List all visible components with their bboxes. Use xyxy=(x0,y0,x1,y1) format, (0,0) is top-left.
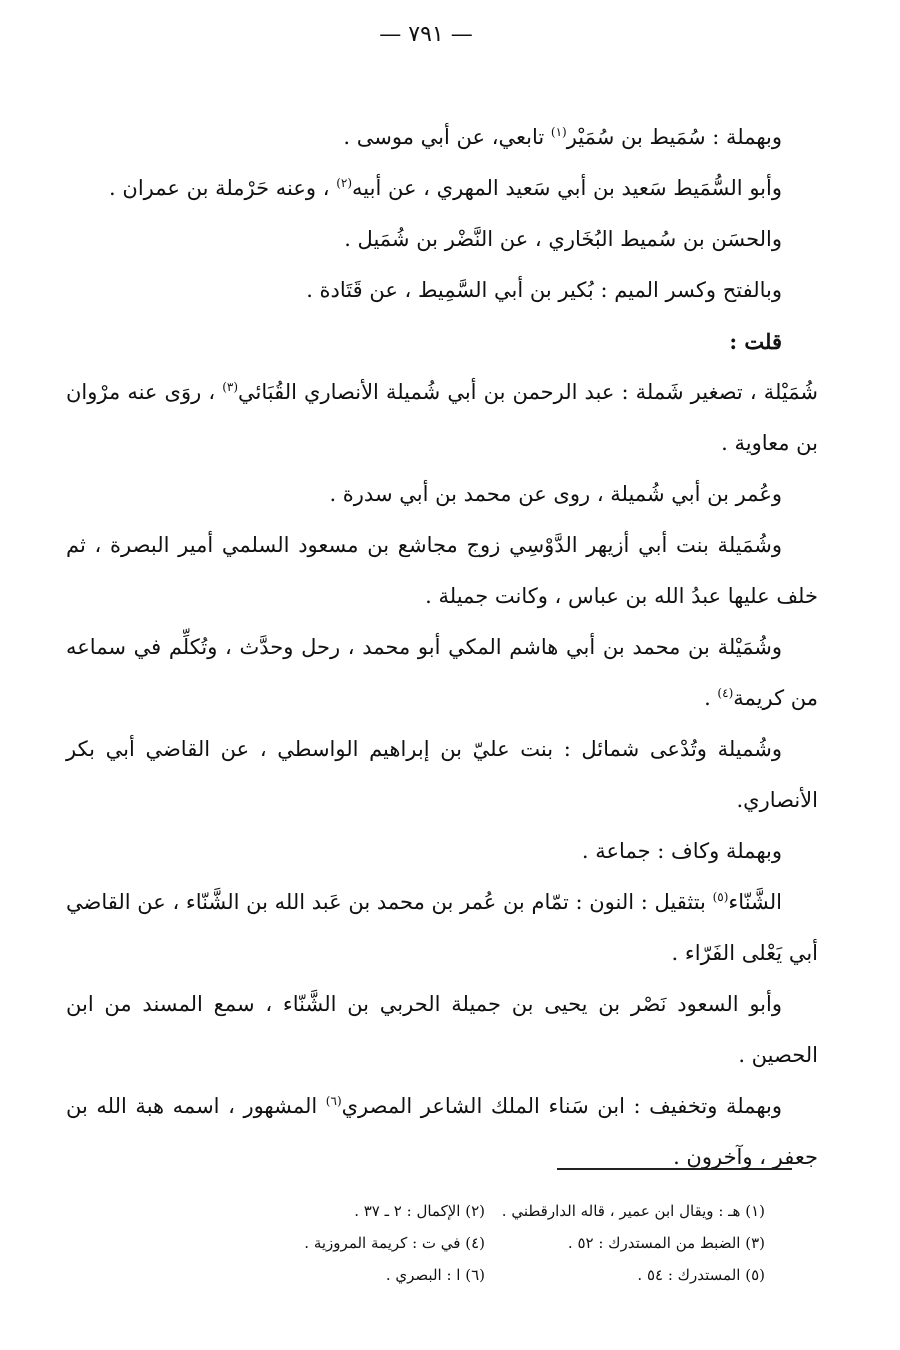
paragraph-text: وبالفتح وكسر الميم : بُكير بن أبي السَّمِيط ، عن قَتَادة . xyxy=(306,278,782,302)
paragraph-text: وأبو السعود نَصْر بن يحيى بن جميلة الحربي بن الشَّنّاء ، سمع المسند من ابن الحصين . xyxy=(66,992,818,1067)
footnote: (٢) الإكمال : ٢ ـ ٣٧ . xyxy=(354,1202,485,1220)
footnotes xyxy=(265,1195,765,1291)
footnote: (٥) المستدرك : ٥٤ . xyxy=(637,1266,765,1284)
paragraph xyxy=(66,520,818,622)
page-number: — ٧٩١ — xyxy=(379,22,473,47)
paragraph xyxy=(66,265,818,316)
footnote-reference: (٤) xyxy=(717,686,734,700)
paragraph-text: وشُمَيْلة بن محمد بن أبي هاشم المكي أبو محمد ، رحل وحدَّث ، وتُكلِّم في سماعه من كريمة xyxy=(66,635,818,710)
footnote-separator xyxy=(557,1168,792,1170)
main-text xyxy=(66,112,818,1183)
paragraph xyxy=(66,163,818,214)
paragraph-text: وشُمَيلة بنت أبي أزيهر الدَّوْسِي زوج مجاشع بن مسعود السلمي أمير البصرة ، ثم خلف عليها عبدُ الله بن عباس ، وكانت جميلة . xyxy=(66,533,818,608)
footnote-reference: (٥) xyxy=(712,890,729,904)
paragraph-text-continued: . xyxy=(704,686,718,710)
footnote-row xyxy=(265,1195,765,1227)
footnote-row xyxy=(265,1259,765,1291)
footnote-reference: (٦) xyxy=(325,1094,342,1108)
paragraph-text: الشَّنّاء xyxy=(728,890,782,914)
paragraph xyxy=(66,112,818,163)
paragraph-text: وأبو السُّمَيط سَعيد بن أبي سَعيد المهري ، عن أبيه xyxy=(352,176,782,200)
paragraph xyxy=(66,826,818,877)
paragraph-text: وشُميلة وتُدْعى شمائل : بنت عليّ بن إبراهيم الواسطي ، عن القاضي أبي بكر الأنصاري. xyxy=(66,737,818,812)
footnote: (١) هـ : ويقال ابن عمير ، قاله الدارقطني . xyxy=(501,1202,765,1220)
heading-text: قلت : xyxy=(729,329,782,354)
paragraph xyxy=(66,469,818,520)
footnote-reference: (١) xyxy=(550,125,567,139)
paragraph-text-continued: بتثقيل : النون : تمّام بن عُمر بن محمد بن عَبد الله بن الشَّنّاء ، عن القاضي أبي يَعْلى الفَرّاء . xyxy=(66,890,818,965)
paragraph xyxy=(66,367,818,469)
paragraph-text-continued: المشهور ، اسمه هبة الله بن جعفر ، وآخرون . xyxy=(66,1094,818,1169)
paragraph xyxy=(66,214,818,265)
paragraph-text: شُمَيْلة ، تصغير شَملة : عبد الرحمن بن أبي شُميلة الأنصاري القُبَائي xyxy=(238,380,818,404)
footnote-reference: (٣) xyxy=(222,380,239,394)
paragraph-text-continued: تابعي، عن أبي موسى . xyxy=(343,125,551,149)
paragraph-text: وعُمر بن أبي شُميلة ، روى عن محمد بن أبي سدرة . xyxy=(329,482,782,506)
footnote: (٣) الضبط من المستدرك : ٥٢ . xyxy=(567,1234,765,1252)
footnote-reference: (٢) xyxy=(336,176,353,190)
footnote: (٦) ا : البصري . xyxy=(385,1266,485,1284)
paragraph-text: وبهملة وتخفيف : ابن سَناء الملك الشاعر المصري xyxy=(341,1094,782,1118)
paragraph-text: وبهملة : سُمَيط بن سُمَيْر xyxy=(566,125,782,149)
footnote: (٤) في ت : كريمة المروزية . xyxy=(304,1234,485,1252)
paragraph-text-continued: ، وعنه حَرْملة بن عمران . xyxy=(109,176,337,200)
paragraph xyxy=(66,724,818,826)
paragraph xyxy=(66,622,818,724)
paragraph-text: والحسَن بن سُميط البُخَاري ، عن النَّضْر بن شُمَيل . xyxy=(344,227,782,251)
paragraph xyxy=(66,979,818,1081)
paragraph xyxy=(66,877,818,979)
paragraph-text: وبهملة وكاف : جماعة . xyxy=(581,839,782,863)
section-heading xyxy=(66,316,818,367)
footnote-row xyxy=(265,1227,765,1259)
paragraph-text-continued: ، روَى عنه مرْوان بن معاوية . xyxy=(66,380,818,455)
